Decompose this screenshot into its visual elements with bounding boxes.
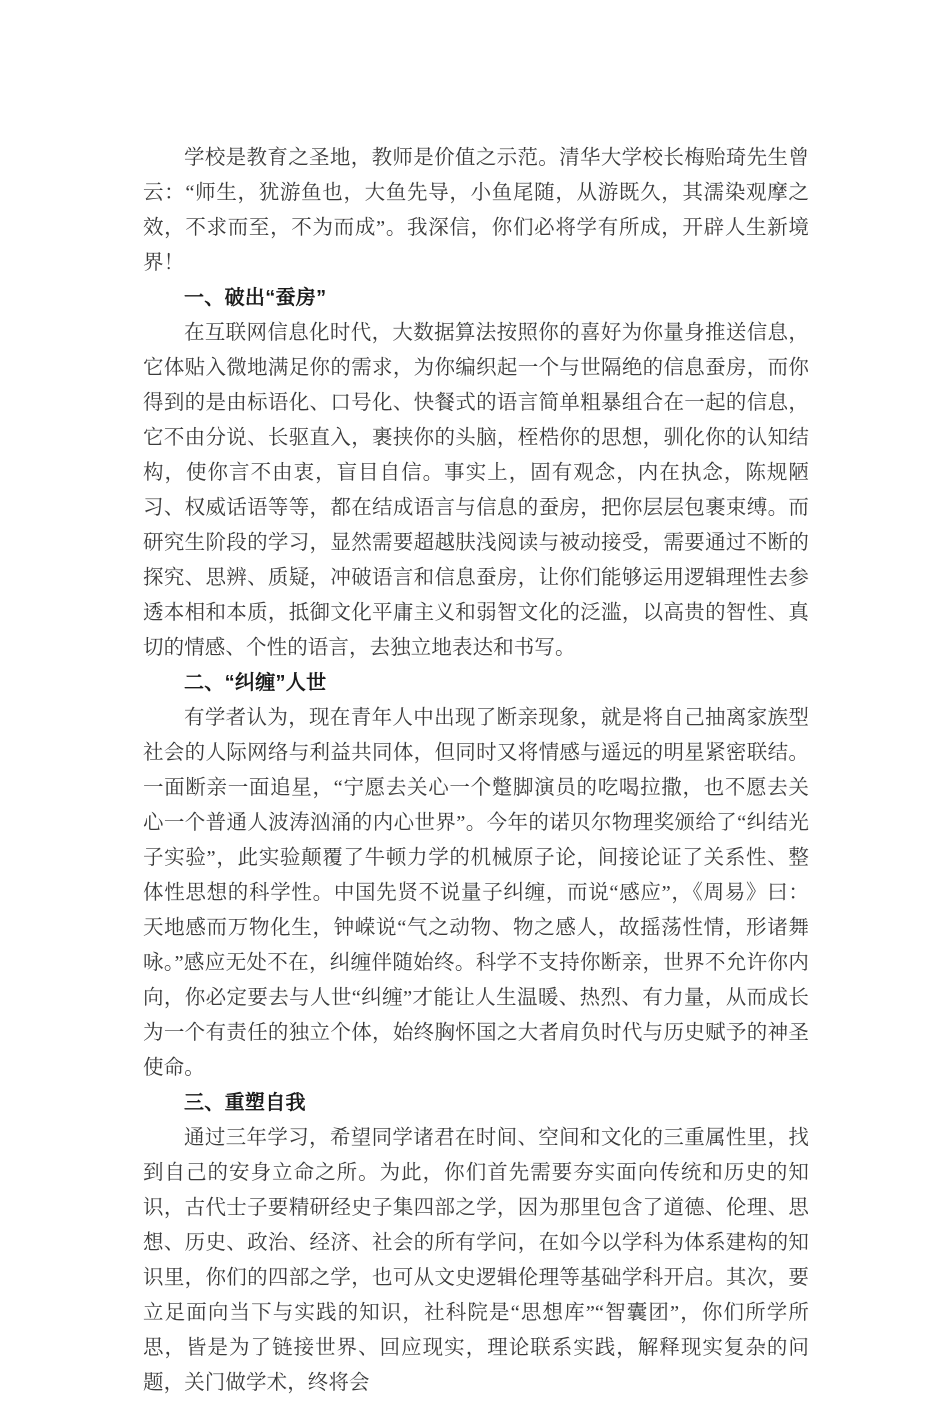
paragraph-section-one-body: 在互联网信息化时代，大数据算法按照你的喜好为你量身推送信息，它体贴入微地满足你的需求，为你编织起一个与世隔绝的信息蚕房，而你得到的是由标语化、口号化、快餐式的语言简单粗暴组合在一起的信息，它不由分说、长驱直入，裹挟你的头脑，桎梏你的思想，驯化你的认知结构，使你言不由衷，盲目自信。事实上，固有观念，内在执念，陈规陋习、权威话语等等，都在结成语言与信息的蚕房，把你层层包裹束缚。而研究生阶段的学习，显然需要超越肤浅阅读与被动接受，需要通过不断的探究、思辨、质疑，冲破语言和信息蚕房，让你们能够运用逻辑理性去参透本相和本质，抵御文化平庸主义和弱智文化的泛滥，以高贵的智性、真切的情感、个性的语言，去独立地表达和书写。 xyxy=(143,322,809,659)
paragraph-intro: 学校是教育之圣地，教师是价值之示范。清华大学校长梅贻琦先生曾云：“师生，犹游鱼也，大鱼先导，小鱼尾随，从游既久，其濡染观摩之效，不求而至，不为而成”。我深信，你们必将学有所成，开辟人生新境界！ xyxy=(143,147,809,274)
section-heading-two: 二、“纠缠”人世 xyxy=(184,672,327,694)
section-heading-one: 一、破出“蚕房” xyxy=(184,287,327,309)
section-heading-three: 三、重塑自我 xyxy=(184,1092,306,1114)
paragraph-section-two-body: 有学者认为，现在青年人中出现了断亲现象，就是将自己抽离家族型社会的人际网络与利益共同体，但同时又将情感与遥远的明星紧密联结。一面断亲一面追星，“宁愿去关心一个蹩脚演员的吃喝拉撒，也不愿去关心一个普通人波涛汹涌的内心世界”。今年的诺贝尔物理奖颁给了“纠结光子实验”，此实验颠覆了牛顿力学的机械原子论，间接论证了关系性、整体性思想的科学性。中国先贤不说量子纠缠，而说“感应”，《周易》曰：天地感而万物化生，钟嵘说“气之动物、物之感人，故摇荡性情，形诸舞咏。”感应无处不在，纠缠伴随始终。科学不支持你断亲，世界不允许你内向，你必定要去与人世“纠缠”才能让人生温暖、热烈、有力量，从而成长为一个有责任的独立个体，始终胸怀国之大者肩负时代与历史赋予的神圣使命。 xyxy=(143,707,809,1079)
paragraph-section-three-body: 通过三年学习，希望同学诸君在时间、空间和文化的三重属性里，找到自己的安身立命之所。为此，你们首先需要夯实面向传统和历史的知识，古代士子要精研经史子集四部之学，因为那里包含了道德、伦理、思想、历史、政治、经济、社会的所有学问，在如今以学科为体系建构的知识里，你们的四部之学，也可从文史逻辑伦理等基础学科开启。其次，要立足面向当下与实践的知识，社科院是“思想库”“智囊团”，你们所学所思，皆是为了链接世界、回应现实，理论联系实践，解释现实复杂的问题，关门做学术，终将会 xyxy=(143,1127,809,1394)
document-body xyxy=(143,141,809,1401)
